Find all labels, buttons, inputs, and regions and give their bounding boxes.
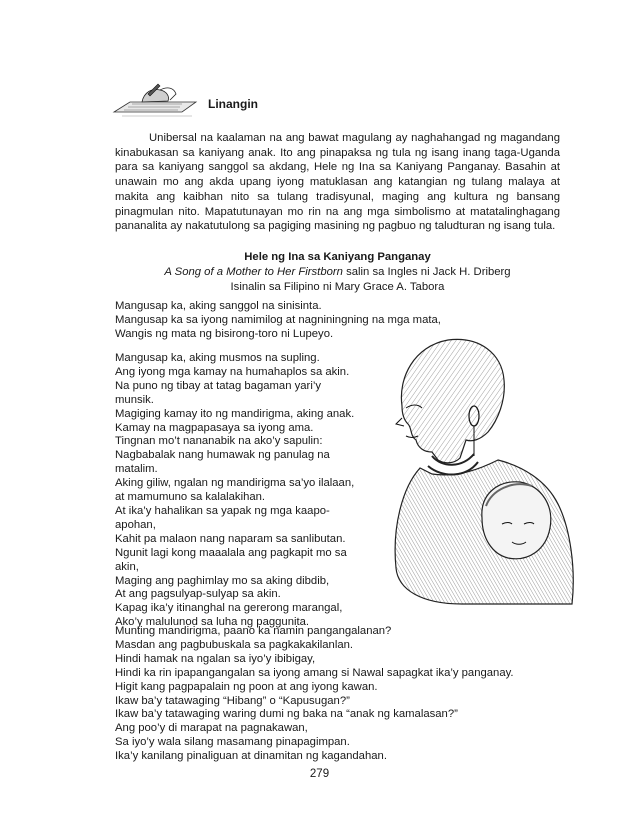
poem-line: Masdan ang pagbubuskala sa pagkakakilanlan. [115, 638, 354, 651]
poem-filipino-credit: Isinalin sa Filipino ni Mary Grace A. Tabora [230, 281, 445, 293]
poem-line: Ikaw ba’y tatawaging waring dumi ng baka na “anak ng kamalasan?” [115, 708, 458, 721]
poem-line: Hindi ka rin ipapangangalan sa iyong amang si Nawal sapagkat ika’y panganay. [115, 666, 514, 679]
poem-line: munsik. [115, 393, 154, 406]
poem-line: At ang pagsulyap-sulyap sa akin. [115, 588, 281, 601]
poem-english-credit [115, 265, 560, 280]
section-title: Linangin [208, 97, 258, 111]
page-number: 279 [309, 768, 330, 780]
poem-line: Wangis ng mata ng bisirong-toro ni Lupeyo. [115, 327, 334, 340]
poem-line: Kahit pa malaon nang naparam sa sanlibutan. [115, 532, 346, 545]
poem-line: Ako’y malulunod sa luha ng paggunita. [115, 616, 310, 629]
poem-line: Magiging kamay ito ng mandirigma, aking anak. [115, 407, 355, 420]
poem-line: Ang iyong mga kamay na humahaplos sa akin. [115, 365, 350, 378]
poem-line: At ika’y hahalikan sa yapak ng mga kaapo- [115, 504, 330, 517]
poem-line: at mamumuno sa kalalakihan. [115, 491, 266, 504]
poem-line: Tingnan mo’t nananabik na ako’y sapulin: [115, 435, 323, 448]
writing-hand-icon [112, 82, 204, 120]
intro-paragraph [115, 131, 560, 234]
section-header [112, 82, 312, 122]
intro-text: Unibersal na kaalaman na ang bawat magulang ay naghahangad ng magandang kinabukasan sa kaniyang anak. Ito ang pinapaksa ng tula ng isang inang taga-Uganda para sa kaniyang sanggol sa akdang, Hele ng Ina sa Kaniyang Panganay. Basahin at unawain mo ang akda upang iyong matuklasan ang katangian ng tulang malaya at makita ang kaibhan nito sa tulang tradisyunal, maging ang kultura ng bansang pinagmulan nito. Mapatutunayan mo rin na ang mga simbolismo at matatalinghagang pananalita ay nakatutulong sa pagiging masining ng pagbuo ng taludturan ng isang tula. [115, 132, 560, 233]
poem-line: Mangusap ka sa iyong namimilog at nagniningning na mga mata, [115, 313, 441, 326]
mother-and-child-illustration [362, 328, 577, 606]
poem-line: matalim. [115, 463, 158, 476]
poem-line: Aking giliw, ngalan ng mandirigma sa’yo ilalaan, [115, 477, 355, 490]
poem-line: Ikaw ba’y tatawaging “Hibang” o “Kapusugan?” [115, 694, 350, 707]
poem-line: akin, [115, 560, 139, 573]
poem-line: Hindi hamak na ngalan sa iyo’y ibibigay, [115, 652, 316, 665]
poem-line: Sa iyo’y wala silang masamang pinapagimpan. [115, 736, 350, 749]
poem-line: Kapag ika’y itinanghal na gererong marangal, [115, 602, 343, 615]
poem-line: Mangusap ka, aking musmos na supling. [115, 352, 320, 364]
poem-line: Kamay na magpapasaya sa iyong ama. [115, 421, 314, 434]
poem-line: Nagbabalak nang humawak ng panulag na [115, 449, 330, 462]
poem-line: Na puno ng tibay at tatag bagaman yari’y [115, 379, 321, 392]
stanza-3 [115, 625, 514, 764]
poem-line: Ngunit lagi kong maaalala ang pagkapit mo sa [115, 546, 347, 559]
poem-line: Munting mandirigma, paano ka namin pangangalanan? [115, 625, 392, 637]
poem-line: Mangusap ka, aking sanggol na sinisinta. [115, 300, 322, 312]
poem-line: Ika’y kanilang pinaliguan at dinamitan ng kagandahan. [115, 750, 387, 763]
poem-line: Higit kang pagpapalain ng poon at ang iyong kawan. [115, 680, 378, 693]
poem-line: apohan, [115, 518, 156, 531]
stanza-2 [115, 352, 354, 630]
poem-line: Maging ang paghimlay mo sa aking dibdib, [115, 574, 330, 587]
poem-title: Hele ng Ina sa Kaniyang Panganay [244, 251, 431, 263]
poem-english-title: A Song of a Mother to Her Firstborn [164, 266, 343, 278]
poem-line: Ang poo’y di marapat na pagnakawan, [115, 722, 308, 735]
poem-translation-credit: salin sa Ingles ni Jack H. Driberg [346, 266, 511, 278]
